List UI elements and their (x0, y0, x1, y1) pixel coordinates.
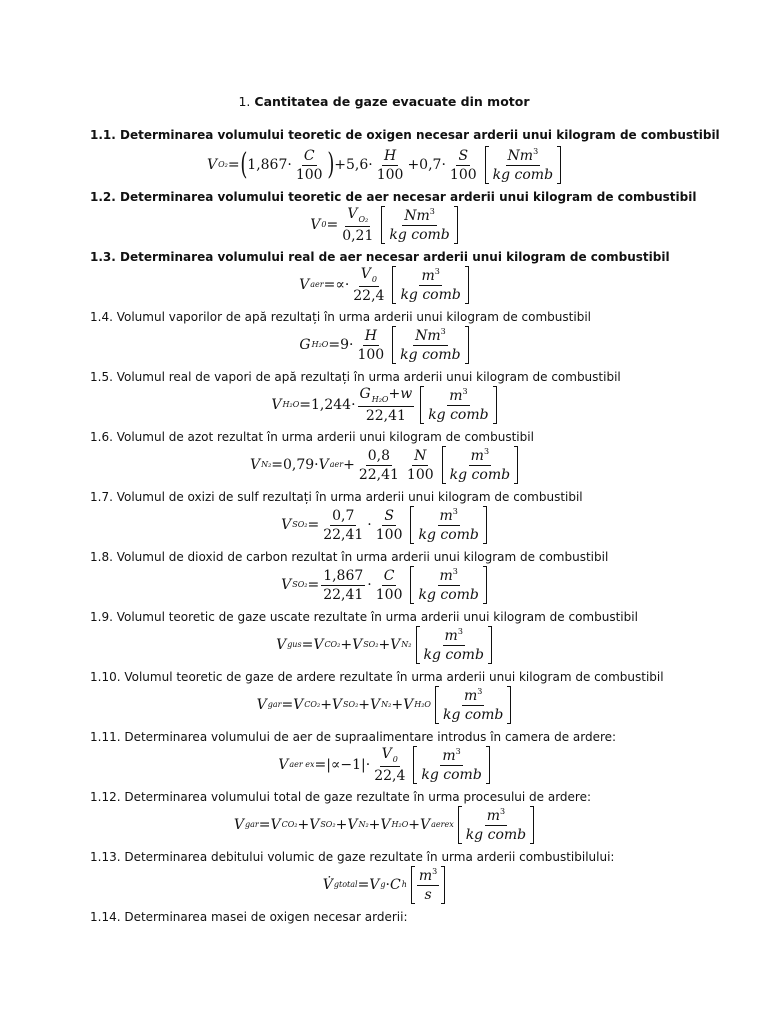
section-1-4-heading: 1.4. Volumul vaporilor de apă rezultați în urma arderii unui kilogram de combustibil (90, 310, 591, 324)
formula-1-1: V O₂ = ( 1,867· $\frac{C}{100}$ ) +5,6· $\frac{H}{100}$ +0,7· $\frac{S}{100}$ $\frac{Nm^3}{\text{kg comb}}$ (0, 146, 768, 184)
section-1-13-heading: 1.13. Determinarea debitului volumic de gaze rezultate în urma arderii combustibilului: (90, 850, 615, 864)
formula-1-3: V aer =∝· $\frac{V_0}{22,4}$ $\frac{m^3}{\text{kg comb}}$ (0, 266, 768, 304)
section-1-10-heading: 1.10. Volumul teoretic de gaze de ardere rezultate în urma arderii unui kilogram de combustibil (90, 670, 664, 684)
section-1-8-heading: 1.8. Volumul de dioxid de carbon rezultat în urma arderii unui kilogram de combustibil (90, 550, 609, 564)
formula-1-8: V SO₂ = $\frac{1,867}{22,41}$ · $\frac{C}{100}$ $\frac{m^3}{\text{kg comb}}$ (0, 566, 768, 604)
formula-1-10: V gar = V CO₂ + V SO₂ + V N₂ + V H₂O $\frac{m^3}{\text{kg comb}}$ (0, 686, 768, 724)
document-title: 1. Cantitatea de gaze evacuate din motor (238, 94, 530, 109)
formula-1-5: V H₂O =1,244· $\frac{G_{H_2O}+w}{22,41}$ $\frac{m^3}{\text{kg comb}}$ (0, 386, 768, 424)
section-1-11-heading: 1.11. Determinarea volumului de aer de supraalimentare introdus în camera de ardere: (90, 730, 617, 744)
formula-1-2: V 0 = $\frac{V_{O_2}}{0,21}$ $\frac{Nm^3}{\text{kg comb}}$ (0, 206, 768, 244)
formula-1-12: V gar = V CO₂ + V SO₂ + V N₂ + V H₂O + V aerex $\frac{m^3}{\text{kg comb}}$ (0, 806, 768, 844)
section-1-3-heading: 1.3. Determinarea volumului real de aer necesar arderii unui kilogram de combustibil (90, 250, 670, 264)
section-1-6-heading: 1.6. Volumul de azot rezultat în urma arderii unui kilogram de combustibil (90, 430, 534, 444)
section-1-2-heading: 1.2. Determinarea volumului teoretic de aer necesar arderii unui kilogram de combustibil (90, 190, 697, 204)
section-1-12-heading: 1.12. Determinarea volumului total de gaze rezultate în urma procesului de ardere: (90, 790, 592, 804)
section-1-5-heading: 1.5. Volumul real de vapori de apă rezultați în urma arderii unui kilogram de combustibil (90, 370, 621, 384)
section-1-14-heading: 1.14. Determinarea masei de oxigen necesar arderii: (90, 910, 408, 924)
formula-1-13: V̇ gtotal = V g · C h $\frac{m^3}{s}$ (0, 866, 768, 904)
section-1-1-heading: 1.1. Determinarea volumului teoretic de oxigen necesar arderii unui kilogram de combustibil (90, 128, 720, 142)
formula-1-9: V gus = V CO₂ + V SO₂ + V N₂ $\frac{m^3}{\text{kg comb}}$ (0, 626, 768, 664)
formula-1-7: V SO₂ = $\frac{0,7}{22,41}$ · $\frac{S}{100}$ $\frac{m^3}{\text{kg comb}}$ (0, 506, 768, 544)
formula-1-4: G H₂O =9· $\frac{H}{100}$ $\frac{Nm^3}{\text{kg comb}}$ (0, 326, 768, 364)
formula-1-11: V aer ex =|∝−1|· $\frac{V_0}{22,4}$ $\frac{m^3}{\text{kg comb}}$ (0, 746, 768, 784)
section-1-7-heading: 1.7. Volumul de oxizi de sulf rezultați în urma arderii unui kilogram de combustibil (90, 490, 583, 504)
section-1-9-heading: 1.9. Volumul teoretic de gaze uscate rezultate în urma arderii unui kilogram de combustibil (90, 610, 638, 624)
formula-1-6: V N₂ =0,79· V aer + $\frac{0,8}{22,41}$ $\frac{N}{100}$ $\frac{m^3}{\text{kg comb}}$ (0, 446, 768, 484)
